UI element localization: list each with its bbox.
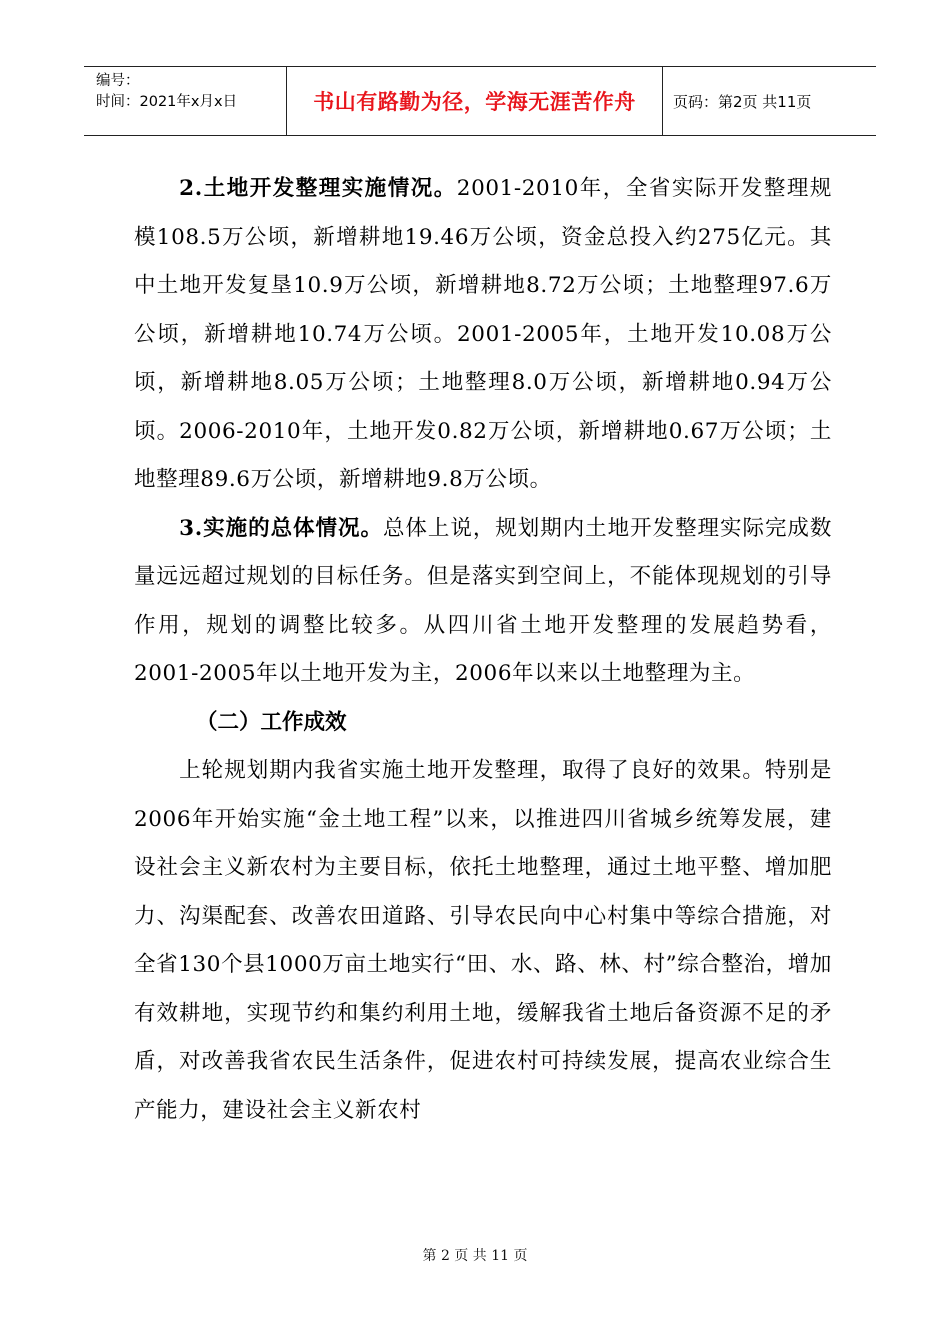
number-label: 编号： [96,73,140,89]
paragraph-lead: 3.实施的总体情况。 [179,515,383,541]
paragraph-implementation [134,165,832,505]
header-motto: 书山有路勤为径，学海无涯苦作舟 [287,67,663,135]
paragraph-results: 上轮规划期内我省实施土地开发整理，取得了良好的效果。特别是 2006年开始实施“金土地工程”以来，以推进四川省城乡统筹发展，建设社会主义新农村为主要目标，依托土地整理，通过土地平整、增加肥力、沟渠配套、改善农田道路、引导农民向中心村集中等综合措施，对全省130个县1000万亩土地实行“田、水、路、林、村”综合整治，增加有效耕地，实现节约和集约利用土地，缓解我省土地后备资源不足的矛盾，对改善我省农民生活条件，促进农村可持续发展，提高农业综合生产能力，建设社会主义新农村 [134,758,832,1123]
header-page-info: 页码：第2页 共11页 [673,92,812,111]
paragraph-text: 2001-2010年，全省实际开发整理规模108.5万公顷，新增耕地19.46万公顷，资金总投入约275亿元。其中土地开发复垦10.9万公顷，新增耕地8.72万公顷；土地整理97.6万公顷，新增耕地10.74万公顷。2001-2005年，土地开发10.08万公顷，新增耕地8.05万公顷；土地整理8.0万公顷，新增耕地0.94万公顷。2006-2010年，土地开发0.82万公顷，新增耕地0.67万公顷；土地整理89.6万公顷，新增耕地9.8万公顷。 [134,176,832,492]
page-header [84,66,876,136]
section-heading: （二）工作成效 [196,709,347,735]
time-label: 时间：2021年x月x日 [96,94,238,110]
header-meta [84,67,287,135]
paragraph-overall [134,505,832,699]
paragraph-text: 总体上说，规划期内土地开发整理实际完成数量远远超过规划的目标任务。但是落实到空间上，不能体现规划的引导作用，规划的调整比较多。从四川省土地开发整理的发展趋势看，2001-2005年以土地开发为主，2006年以来以土地整理为主。 [134,515,832,686]
paragraph-lead: 2.土地开发整理实施情况。 [179,176,457,201]
document-body [134,165,832,1135]
page-footer: 第 2 页 共 11 页 [422,1248,528,1264]
